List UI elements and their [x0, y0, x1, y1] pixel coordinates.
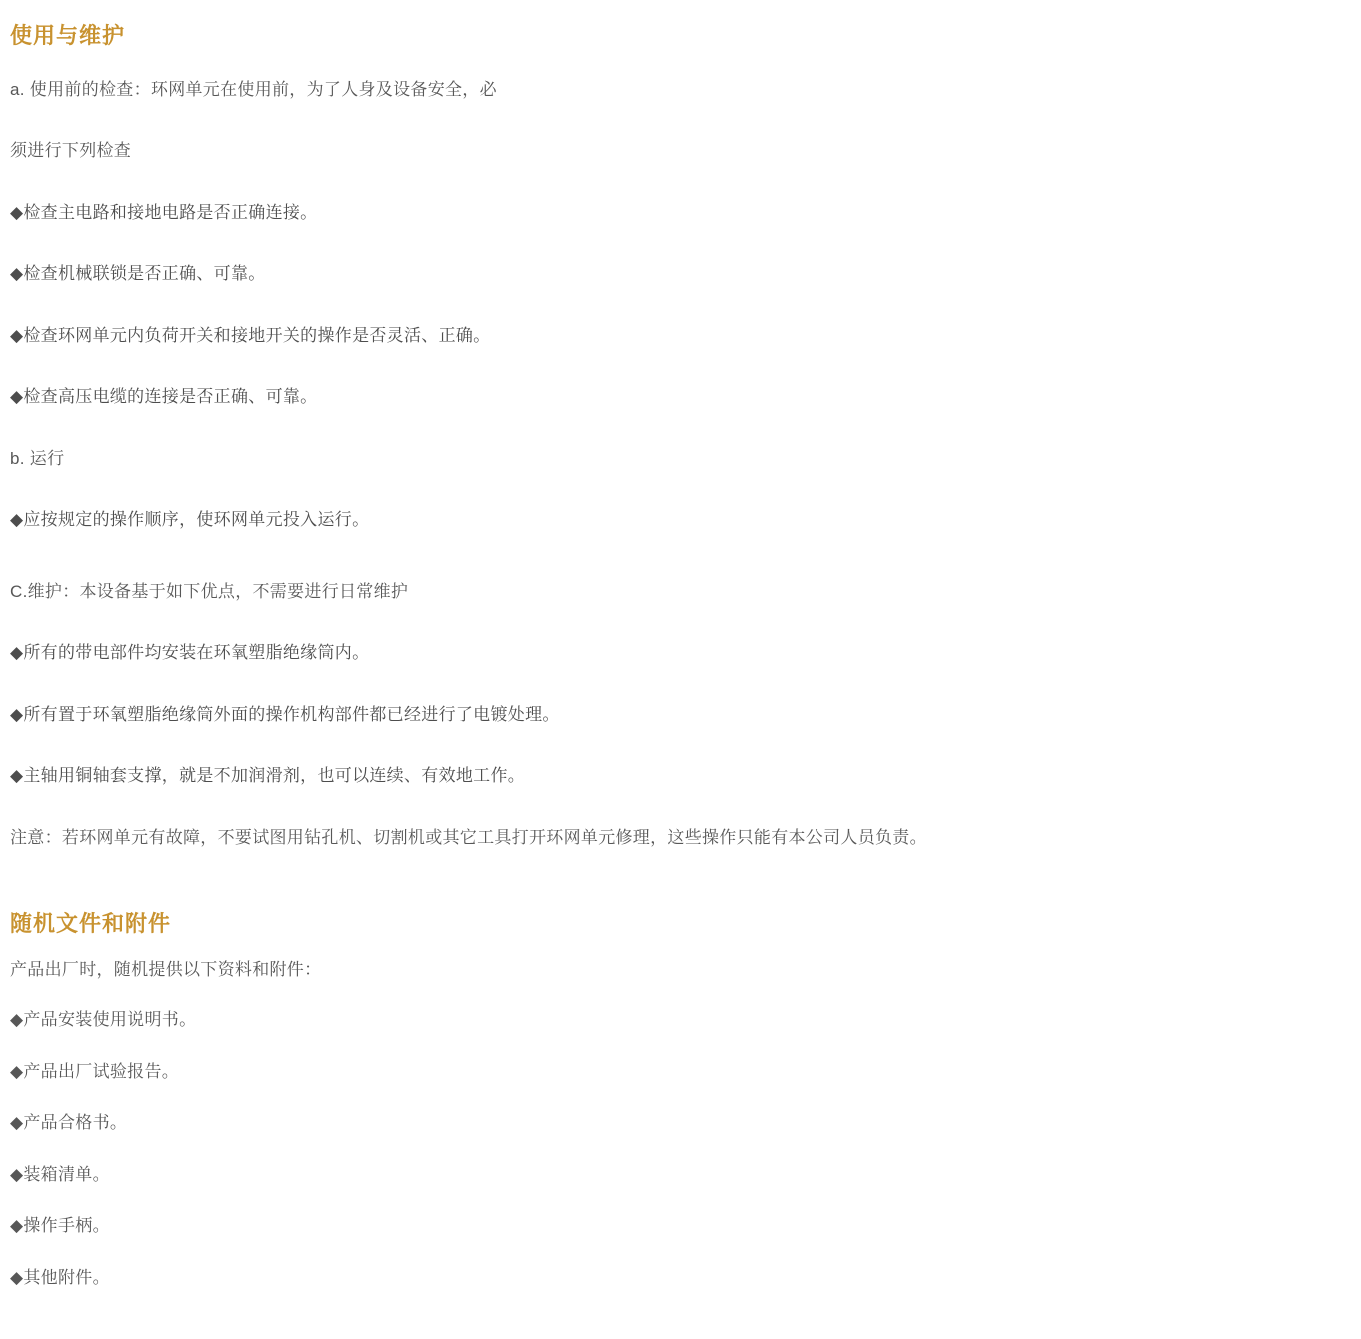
section-heading-documents-accessories: 随机文件和附件: [10, 911, 172, 937]
bullet-check-interlock: ◆检查机械联锁是否正确、可靠。: [10, 264, 266, 284]
bullet-installation-manual: ◆产品安装使用说明书。: [10, 1010, 197, 1030]
paragraph-warning-note: 注意：若环网单元有故障，不要试图用钻孔机、切割机或其它工具打开环网单元修理，这些操作只能有本公司人员负责。: [10, 827, 927, 847]
bullet-check-main-circuit: ◆检查主电路和接地电路是否正确连接。: [10, 202, 318, 222]
bullet-operating-handle: ◆操作手柄。: [10, 1216, 110, 1236]
bullet-certificate-of-conformity: ◆产品合格书。: [10, 1113, 128, 1133]
paragraph-maintenance-label: C.维护：本设备基于如下优点，不需要进行日常维护: [10, 581, 409, 601]
paragraph-pre-use-check: a. 使用前的检查：环网单元在使用前，为了人身及设备安全，必: [10, 79, 497, 99]
paragraph-shipment-intro: 产品出厂时，随机提供以下资料和附件：: [10, 959, 322, 979]
section-heading-usage-maintenance: 使用与维护: [10, 23, 126, 48]
bullet-check-hv-cable: ◆检查高压电缆的连接是否正确、可靠。: [10, 387, 318, 407]
paragraph-pre-use-check-cont: 须进行下列检查: [10, 141, 132, 161]
bullet-factory-test-report: ◆产品出厂试验报告。: [10, 1061, 180, 1081]
bullet-check-switch-operation: ◆检查环网单元内负荷开关和接地开关的操作是否灵活、正确。: [10, 325, 491, 345]
bullet-live-parts-insulated: ◆所有的带电部件均安装在环氧塑脂绝缘筒内。: [10, 643, 370, 663]
bullet-spindle-bearing: ◆主轴用铜轴套支撑，就是不加润滑剂，也可以连续、有效地工作。: [10, 766, 526, 786]
bullet-other-accessories: ◆其他附件。: [10, 1267, 110, 1287]
bullet-operation-order: ◆应按规定的操作顺序，使环网单元投入运行。: [10, 510, 370, 530]
paragraph-operation-label: b. 运行: [10, 448, 65, 468]
bullet-packing-list: ◆装箱清单。: [10, 1164, 110, 1184]
bullet-external-parts-plated: ◆所有置于环氧塑脂绝缘筒外面的操作机构部件都已经进行了电镀处理。: [10, 704, 560, 724]
